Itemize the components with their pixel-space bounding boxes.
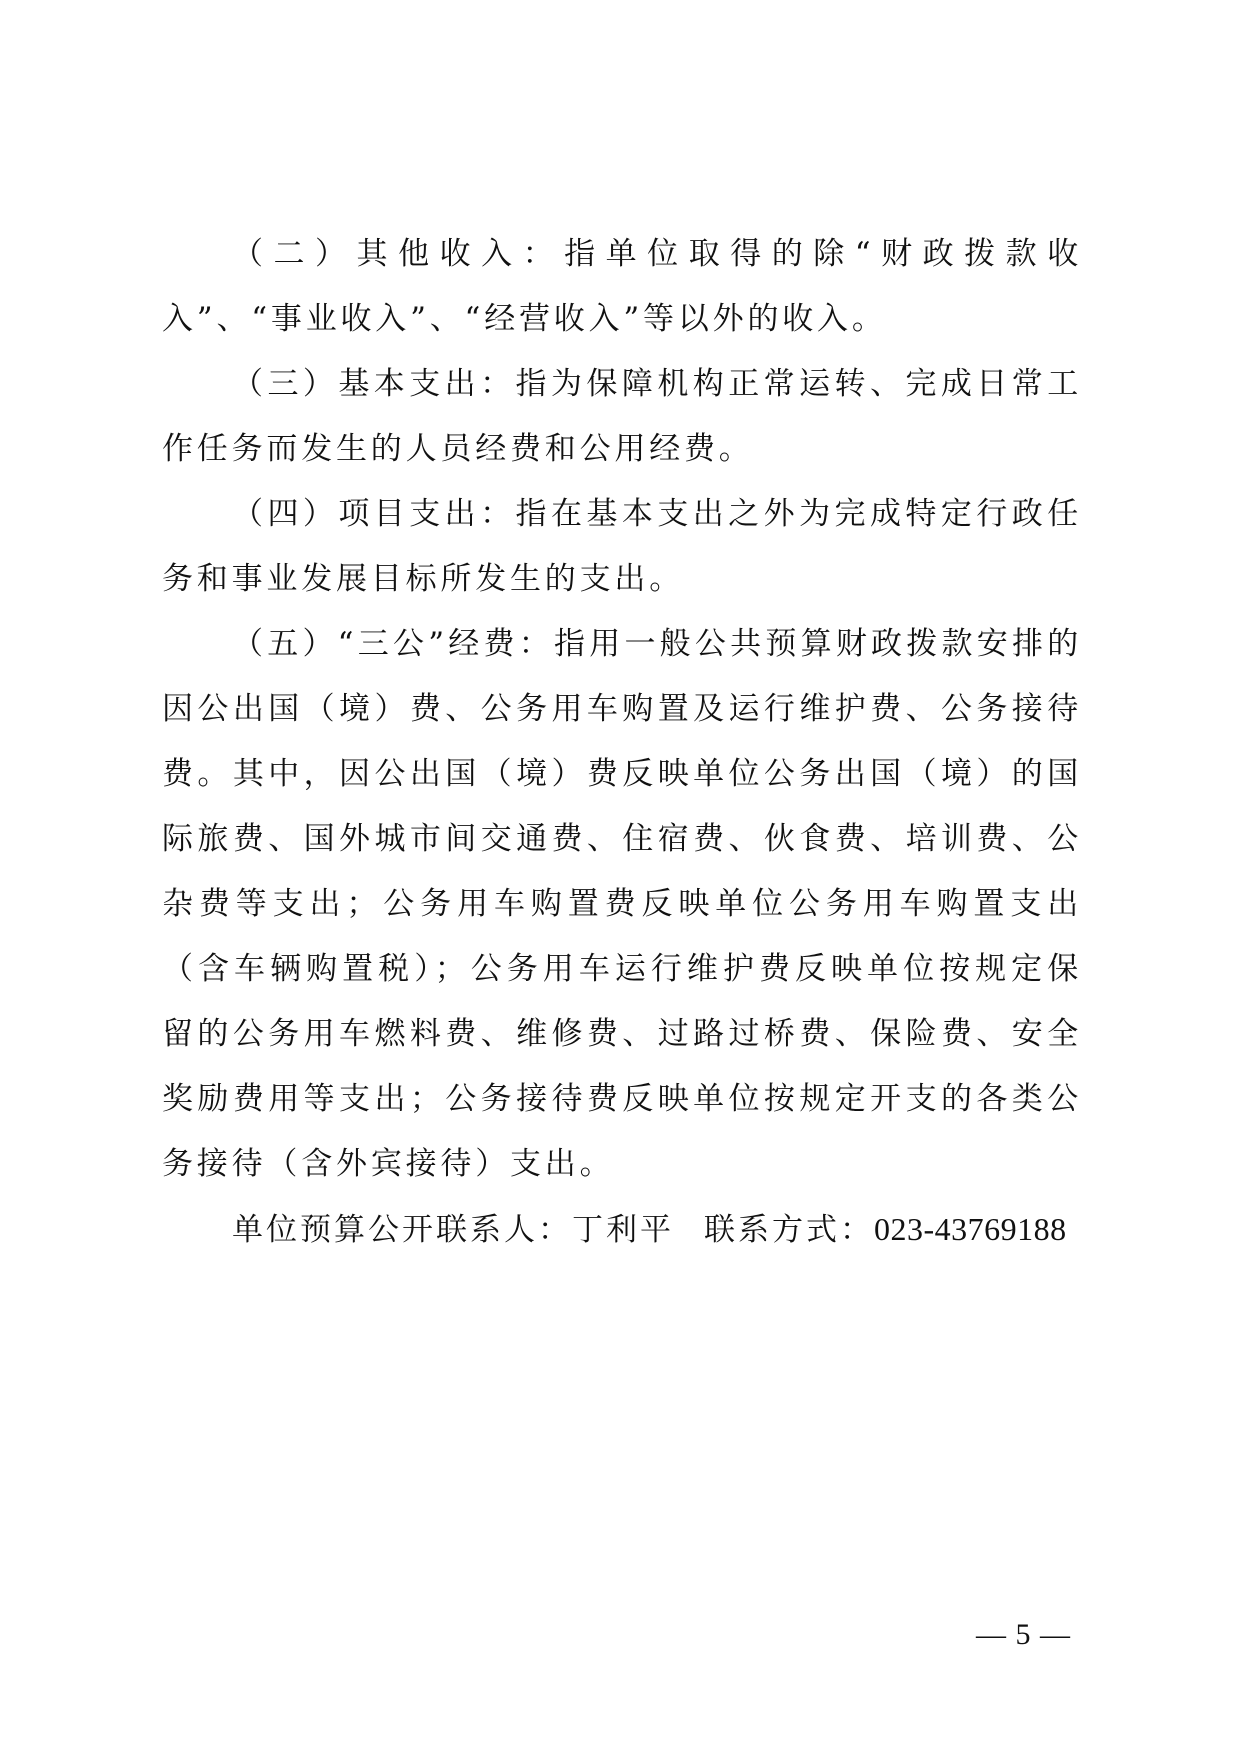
document-body — [162, 222, 1082, 1263]
contact-phone-label: 联系方式： — [704, 1212, 874, 1248]
paragraph-project-expenditure: （四）项目支出：指在基本支出之外为完成特定行政任务和事业发展目标所发生的支出。 — [162, 496, 1082, 597]
contact-person-name: 丁利平 — [572, 1212, 674, 1248]
paragraph-other-income: （二）其他收入：指单位取得的除“财政拨款收入”、“事业收入”、“经营收入”等以外的收入。 — [162, 236, 1082, 337]
contact-person-label: 单位预算公开联系人： — [232, 1212, 572, 1248]
contact-line — [162, 1197, 1082, 1263]
paragraph-three-public-expenses: （五）“三公”经费：指用一般公共预算财政拨款安排的因公出国（境）费、公务用车购置及运行维护费、公务接待费。其中，因公出国（境）费反映单位公务出国（境）的国际旅费、国外城市间交通费、住宿费、伙食费、培训费、公杂费等支出；公务用车购置费反映单位公务用车购置支出（含车辆购置税）；公务用车运行维护费反映单位按规定保留的公务用车燃料费、维修费、过路过桥费、保险费、安全奖励费用等支出；公务接待费反映单位按规定开支的各类公务接待（含外宾接待）支出。 — [162, 626, 1082, 1182]
paragraph-basic-expenditure: （三）基本支出：指为保障机构正常运转、完成日常工作任务而发生的人员经费和公用经费。 — [162, 366, 1082, 467]
page-number: — 5 — — [976, 1618, 1071, 1651]
contact-phone-number: 023-43769188 — [874, 1211, 1067, 1247]
